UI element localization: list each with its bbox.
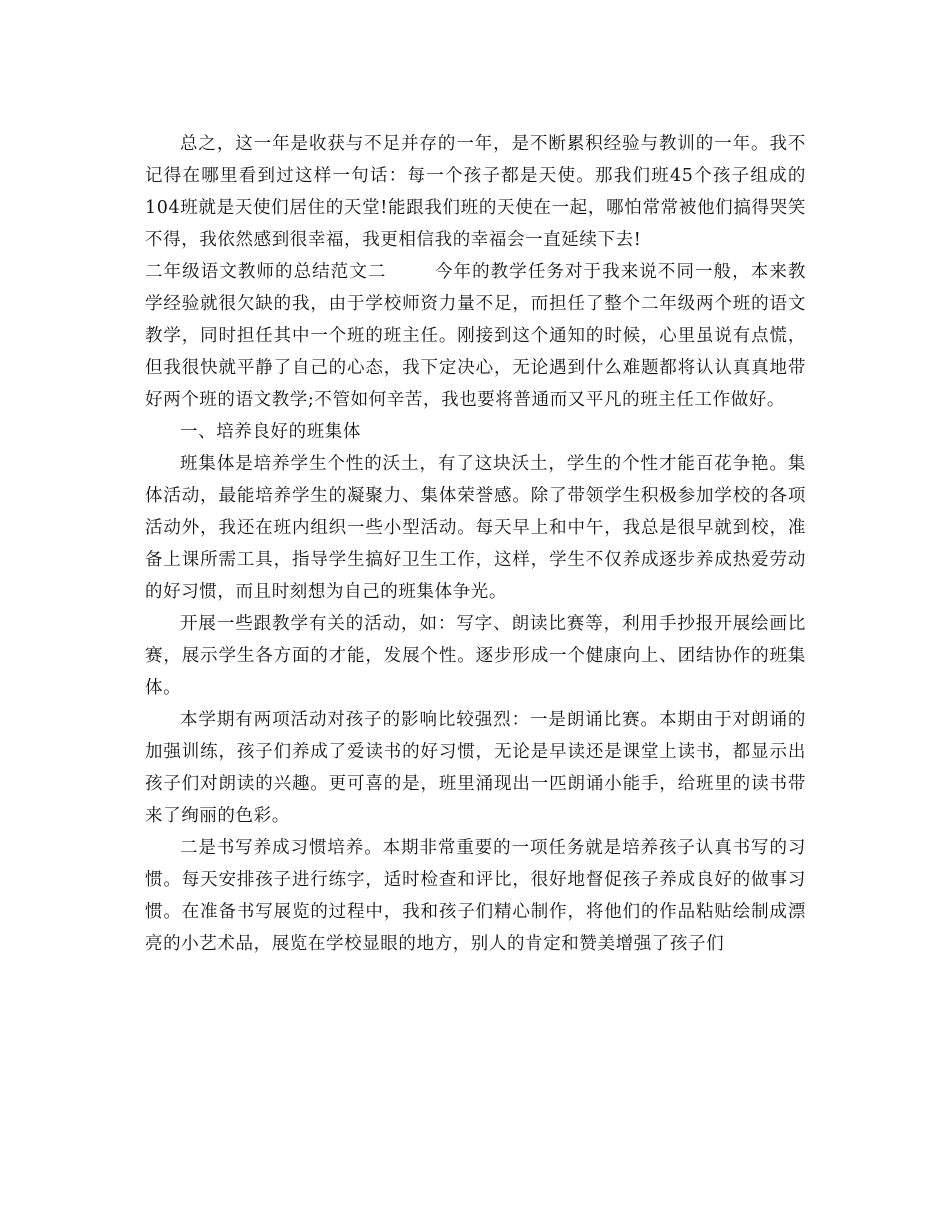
paragraph-writing-habits: 二是书写养成习惯培养。本期非常重要的一项任务就是培养孩子认真书写的习惯。每天安排孩子进行练字，适时检查和评比，很好地督促孩子养成良好的做事习惯。在准备书写展览的过程中，我和孩子们精心制作，将他们的作品粘贴绘制成漂亮的小艺术品，展览在学校显眼的地方，别人的肯定和赞美增强了孩子们 — [145, 838, 806, 954]
section-two-intro-text: 今年的教学任务对于我来说不同一般，本来教学经验就很欠缺的我，由于学校师资力量不足，而担任了整个二年级两个班的语文教学，同时担任其中一个班的班主任。刚接到这个通知的时候，心里虽说有点慌，但我很快就平静了自己的心态，我下定决心，无论遇到什么难题都将认认真真地带好两个班的语文教学;不管如何辛苦，我也要将普通而又平凡的班主任工作做好。 — [145, 262, 806, 410]
section-heading: 二年级语文教师的总结范文二 — [145, 262, 387, 282]
paragraph-recitation: 本学期有两项活动对孩子的影响比较强烈：一是朗诵比赛。本期由于对朗诵的加强训练，孩子们养成了爱读书的好习惯，无论是早读还是课堂上读书，都显示出孩子们对朗读的兴趣。更可喜的是，班里涌现出一匹朗诵小能手，给班里的读书带来了绚丽的色彩。 — [145, 710, 806, 826]
paragraph-class-collective: 班集体是培养学生个性的沃土，有了这块沃土，学生的个性才能百花争艳。集体活动，最能培养学生的凝聚力、集体荣誉感。除了带领学生积极参加学校的各项活动外，我还在班内组织一些小型活动。每天早上和中午，我总是很早就到校，准备上课所需工具，指导学生搞好卫生工作，这样，学生不仅养成逐步养成热爱劳动的好习惯，而且时刻想为自己的班集体争光。 — [145, 454, 806, 602]
document-body — [145, 128, 806, 960]
subheading-class-collective: 一、培养良好的班集体 — [180, 422, 361, 442]
paragraph-activities: 开展一些跟教学有关的活动，如：写字、朗读比赛等，利用手抄报开展绘画比赛，展示学生各方面的才能，发展个性。逐步形成一个健康向上、团结协作的班集体。 — [145, 614, 806, 698]
paragraph-section-two-intro — [145, 256, 806, 416]
paragraph-summary: 总之，这一年是收获与不足并存的一年，是不断累积经验与教训的一年。我不记得在哪里看到过这样一句话：每一个孩子都是天使。那我们班45个孩子组成的104班就是天使们居住的天堂!能跟我们班的天使在一起，哪怕常常被他们搞得哭笑不得，我依然感到很幸福，我更相信我的幸福会一直延续下去! — [145, 134, 806, 250]
